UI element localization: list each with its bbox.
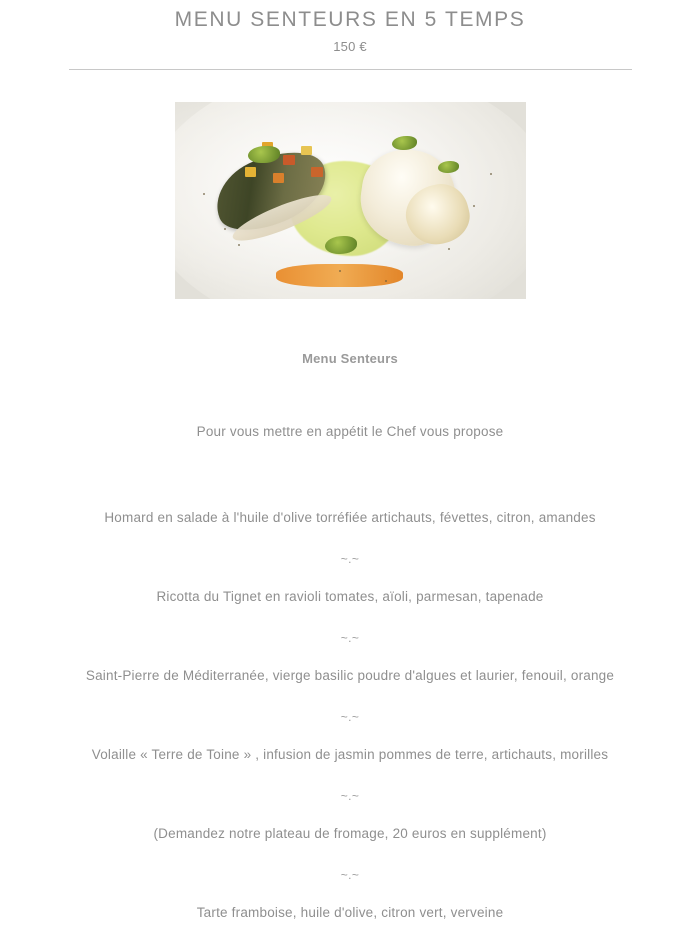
carrot-garnish — [276, 264, 402, 288]
page-title: MENU SENTEURS EN 5 TEMPS — [174, 8, 526, 31]
herb-leaf — [392, 136, 417, 150]
course-item: Volaille « Terre de Toine » , infusion de jasmin pommes de terre, artichauts, morilles — [91, 746, 609, 762]
header-divider — [69, 69, 632, 70]
vegetable-dice — [273, 173, 284, 183]
menu-intro: Pour vous mettre en appétit le Chef vous propose — [196, 424, 504, 440]
menu-price: 150 € — [333, 39, 367, 55]
dish-photo — [175, 102, 526, 299]
vegetable-dice — [311, 167, 322, 177]
course-item: Tarte framboise, huile d'olive, citron vert, verveine — [196, 904, 504, 920]
courses-list — [0, 509, 700, 922]
course-separator: ~.~ — [340, 709, 360, 724]
course-separator: ~.~ — [340, 788, 360, 803]
vegetable-dice — [283, 155, 294, 165]
vegetable-dice — [301, 146, 312, 156]
section-title: Menu Senteurs — [302, 351, 398, 367]
page-header — [0, 0, 700, 70]
course-separator: ~.~ — [340, 552, 360, 567]
hero-image-wrap — [0, 102, 700, 299]
course-separator: ~.~ — [340, 631, 360, 646]
course-item: Homard en salade à l'huile d'olive torréfiée artichauts, févettes, citron, amandes — [104, 510, 596, 526]
course-item: Saint-Pierre de Méditerranée, vierge basilic poudre d'algues et laurier, fenouil, orange — [85, 668, 615, 684]
vegetable-dice — [245, 167, 256, 177]
course-item: Ricotta du Tignet en ravioli tomates, aïoli, parmesan, tapenade — [156, 589, 544, 605]
course-item: (Demandez notre plateau de fromage, 20 euros en supplément) — [153, 825, 547, 841]
course-separator: ~.~ — [340, 867, 360, 882]
